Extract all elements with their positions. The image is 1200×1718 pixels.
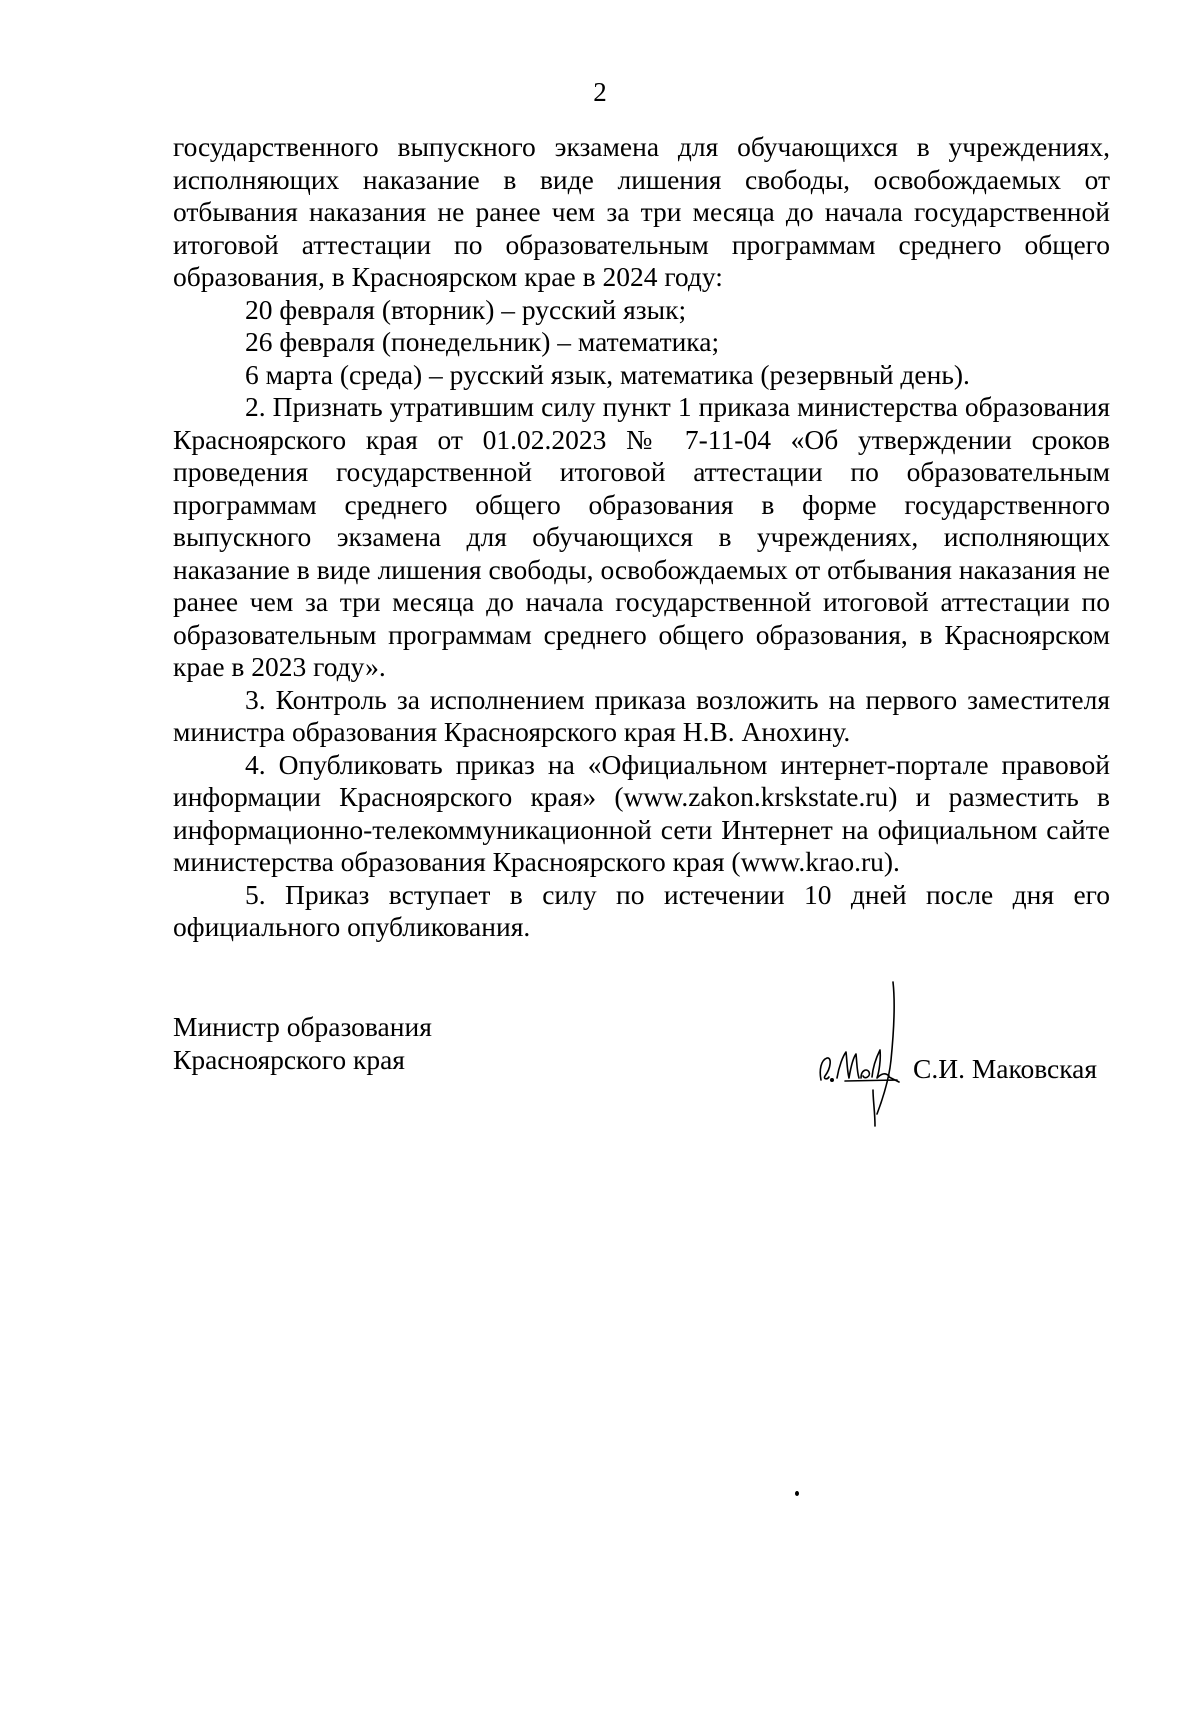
signer-name: С.И. Маковская xyxy=(913,1053,1098,1084)
exam-date-math: 26 февраля (понедельник) – математика; xyxy=(245,326,720,357)
paragraph-item-5: 5. Приказ вступает в силу по истечении 10 дней после дня его официального опубликования. xyxy=(173,878,1110,942)
exam-date-reserve: 6 марта (среда) – русский язык, математика (резервный день). xyxy=(245,358,970,390)
document-body xyxy=(173,131,1110,944)
paragraph-exam-intro: государственного выпускного экзамена для обучающихся в учреждениях, исполняющих наказание в виде лишения свободы, освобождаемых от отбывания наказания не ранее чем за три месяца до начала государственной итоговой аттестации по образовательным программам среднего общего образования, в Красноярском крае в 2024 году: xyxy=(173,131,1110,292)
signatory-position xyxy=(173,1010,432,1076)
signatory-position-line2: Красноярского края xyxy=(173,1044,405,1075)
scan-speck xyxy=(795,1491,799,1496)
paragraph-item-4: 4. Опубликовать приказ на «Официальном интернет-портале правовой информации Красноярского края» (www.zakon.krskstate.ru) и разместить в информационно-телекоммуникационной сети Интернет на официальном сайте министерства образования Красноярского края (www.krao.ru). xyxy=(173,748,1110,877)
page-number: 2 xyxy=(593,77,607,107)
exam-date-russian: 20 февраля (вторник) – русский язык; xyxy=(245,293,687,325)
signatory-position-line1: Министр образования xyxy=(173,1011,432,1042)
paragraph-item-2: 2. Признать утратившим силу пункт 1 приказа министерства образования Красноярского края от 01.02.2023 № 7-11-04 «Об утверждении сроков проведения государственной итоговой аттестации по образовательным программам среднего общего образования в форме государственного выпускного экзамена для обучающихся в учреждениях, исполняющих наказание в виде лишения свободы, освобождаемых от отбывания наказания не ранее чем за три месяца до начала государственной итоговой аттестации по образовательным программам среднего общего образования, в Красноярском крае в 2023 году». xyxy=(173,391,1110,682)
paragraph-item-3: 3. Контроль за исполнением приказа возложить на первого заместителя министра образования Красноярского края Н.В. Анохину. xyxy=(173,683,1110,747)
handwritten-signature xyxy=(815,980,915,1128)
